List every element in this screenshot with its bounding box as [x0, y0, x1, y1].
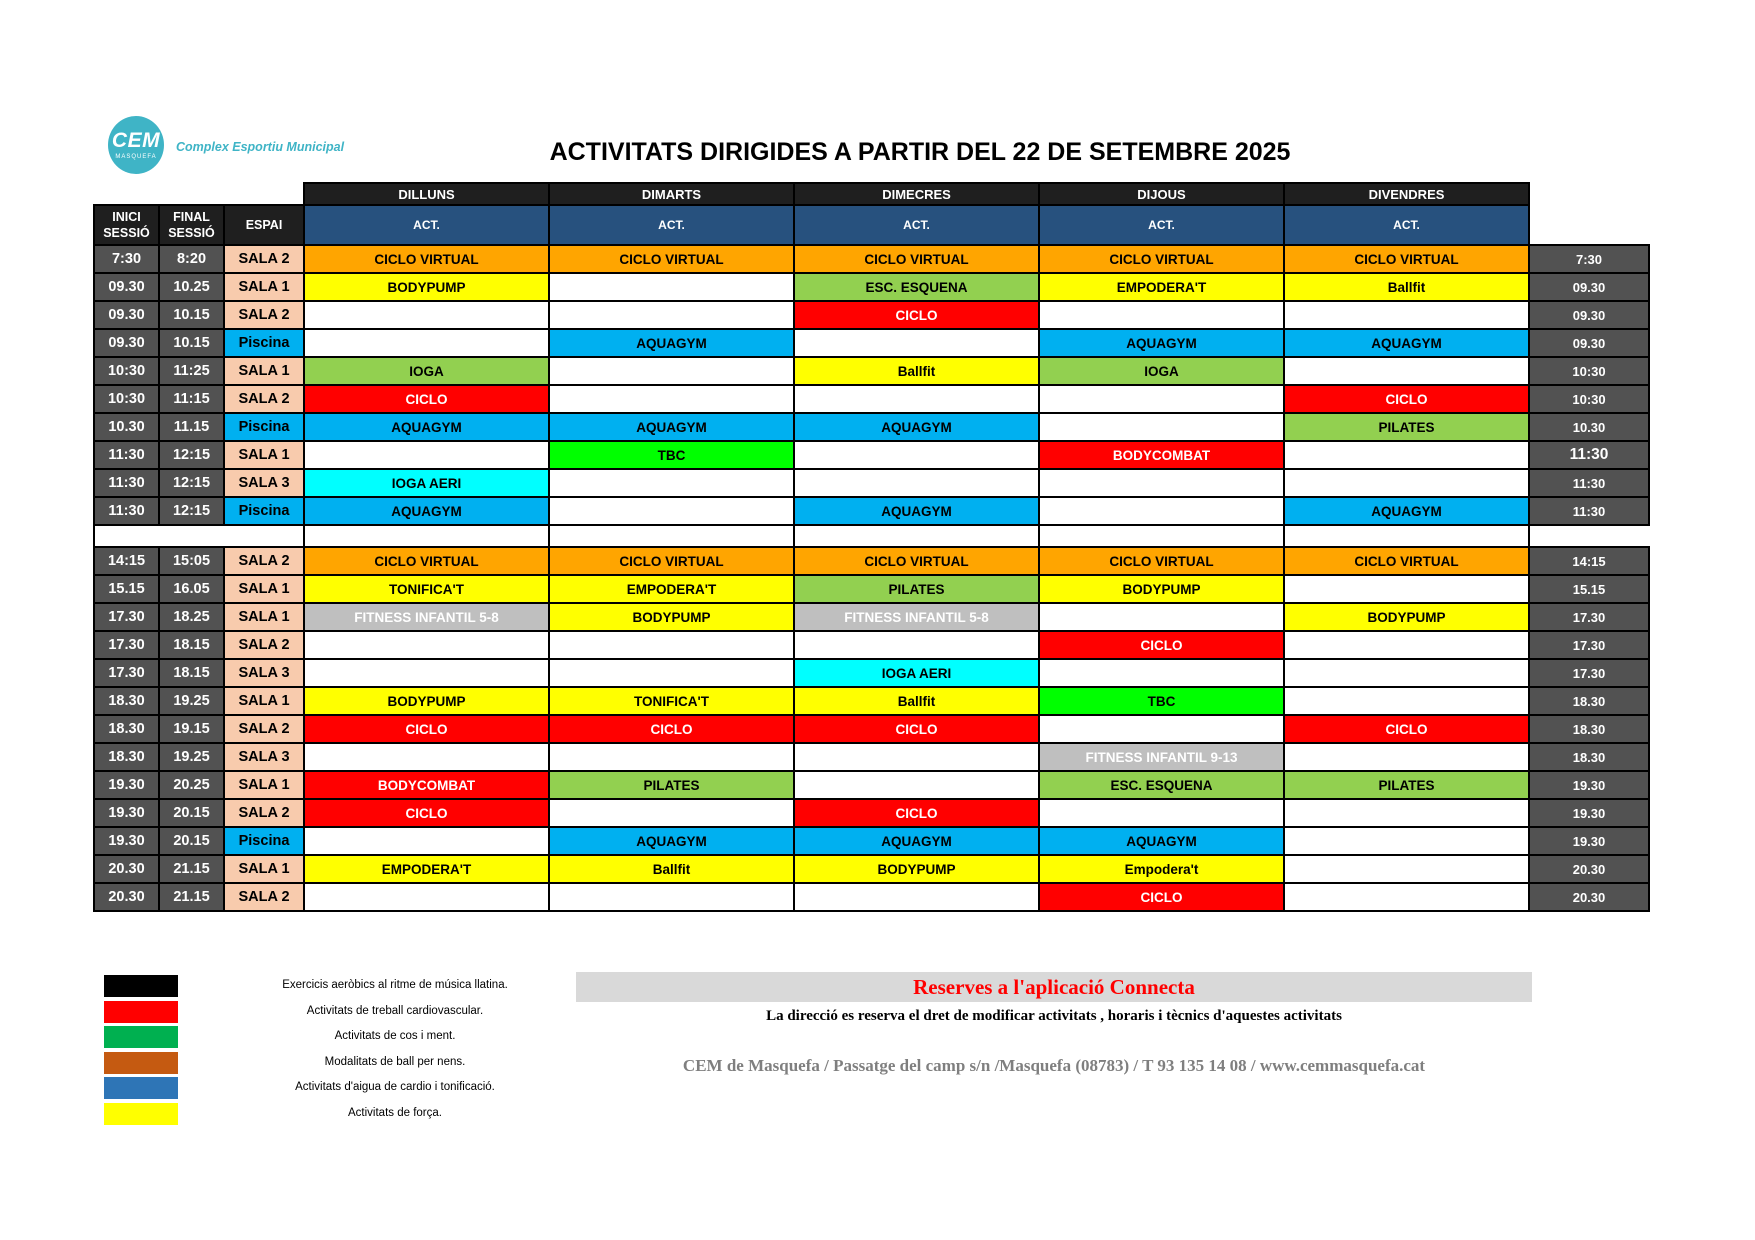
activity-cell	[794, 441, 1039, 469]
space-cell: SALA 1	[224, 771, 304, 799]
schedule-table-body	[94, 183, 1649, 911]
disclaimer-text: La direcció es reserva el dret de modificar activitats , horaris i tècnics d'aquestes activitats	[766, 1008, 1342, 1024]
schedule-row	[94, 469, 1649, 497]
activity-cell: CICLO	[549, 715, 794, 743]
session-end-time: 19.25	[159, 743, 224, 771]
activity-cell: IOGA AERI	[304, 469, 549, 497]
activity-cell: TBC	[1039, 687, 1284, 715]
activity-cell	[1284, 469, 1529, 497]
legend-label: Activitats d'aigua de cardio i tonificació.	[295, 1081, 495, 1093]
session-start-time: 09.30	[94, 329, 159, 357]
activity-cell: CICLO	[1284, 715, 1529, 743]
activity-cell	[304, 631, 549, 659]
activity-cell	[1284, 827, 1529, 855]
activity-cell	[1039, 385, 1284, 413]
activity-cell: CICLO VIRTUAL	[1039, 245, 1284, 273]
act-header-dijous: ACT.	[1039, 205, 1284, 245]
header-spacer-right	[1529, 183, 1649, 205]
activity-cell	[1284, 855, 1529, 883]
activity-cell: CICLO VIRTUAL	[794, 547, 1039, 575]
activity-cell: AQUAGYM	[549, 329, 794, 357]
activity-cell	[304, 743, 549, 771]
session-end-time: 10.25	[159, 273, 224, 301]
activity-cell	[549, 883, 794, 911]
activity-cell: FITNESS INFANTIL 9-13	[1039, 743, 1284, 771]
right-time-cell: 09.30	[1529, 273, 1649, 301]
legend-swatch	[104, 975, 178, 997]
activity-cell: EMPODERA'T	[549, 575, 794, 603]
activity-cell: CICLO	[304, 799, 549, 827]
space-cell: Piscina	[224, 497, 304, 525]
activity-cell: CICLO VIRTUAL	[1284, 547, 1529, 575]
activity-cell: CICLO	[1039, 883, 1284, 911]
right-time-cell: 19.30	[1529, 827, 1649, 855]
header-final-line: FINAL	[173, 209, 210, 224]
session-start-time: 11:30	[94, 469, 159, 497]
activity-cell	[1284, 357, 1529, 385]
session-start-time: 19.30	[94, 799, 159, 827]
header-espai-line: ESPAI	[245, 217, 283, 232]
session-start-time: 09.30	[94, 301, 159, 329]
legend-label: Activitats de força.	[348, 1106, 442, 1119]
activity-cell	[1039, 799, 1284, 827]
activity-cell	[1284, 687, 1529, 715]
schedule-row	[94, 771, 1649, 799]
space-cell: SALA 2	[224, 631, 304, 659]
legend-swatch	[104, 1103, 178, 1125]
activity-cell: CICLO	[794, 715, 1039, 743]
right-time-cell: 14:15	[1529, 547, 1649, 575]
right-time-cell: 7:30	[1529, 245, 1649, 273]
session-start-time: 10.30	[94, 413, 159, 441]
schedule-row	[94, 357, 1649, 385]
page-title: ACTIVITATS DIRIGIDES A PARTIR DEL 22 DE SETEMBRE 2025	[549, 138, 1291, 166]
space-cell: SALA 3	[224, 469, 304, 497]
session-end-time: 16.05	[159, 575, 224, 603]
right-time-cell: 17.30	[1529, 631, 1649, 659]
activity-cell	[1284, 659, 1529, 687]
activity-cell: CICLO	[794, 301, 1039, 329]
activity-cell: Ballfit	[1284, 273, 1529, 301]
space-cell: Piscina	[224, 827, 304, 855]
header-inici-line: SESSIÓ	[103, 226, 150, 240]
activity-cell: Ballfit	[794, 357, 1039, 385]
legend-label: Exercicis aeròbics al ritme de música llatina.	[282, 979, 508, 991]
activity-cell	[1284, 883, 1529, 911]
separator-right-spacer	[1529, 525, 1649, 547]
activity-cell	[304, 301, 549, 329]
schedule-row	[94, 603, 1649, 631]
schedule-table	[93, 182, 1650, 912]
activity-cell	[794, 631, 1039, 659]
activity-cell	[1284, 441, 1529, 469]
separator-left-cell	[94, 525, 304, 547]
session-start-time: 10:30	[94, 357, 159, 385]
space-cell: SALA 3	[224, 743, 304, 771]
separator-cell	[549, 525, 794, 547]
schedule-row	[94, 743, 1649, 771]
activity-cell: ESC. ESQUENA	[1039, 771, 1284, 799]
space-cell: SALA 3	[224, 659, 304, 687]
activity-cell: FITNESS INFANTIL 5-8	[794, 603, 1039, 631]
activity-cell: Ballfit	[794, 687, 1039, 715]
schedule-row	[94, 855, 1649, 883]
space-cell: SALA 1	[224, 603, 304, 631]
activity-cell: AQUAGYM	[1039, 827, 1284, 855]
right-time-cell: 19.30	[1529, 771, 1649, 799]
activity-cell: Empodera't	[1039, 855, 1284, 883]
activity-cell	[1039, 469, 1284, 497]
separator-cell	[1039, 525, 1284, 547]
session-end-time: 18.15	[159, 659, 224, 687]
activity-cell: CICLO VIRTUAL	[549, 547, 794, 575]
space-cell: SALA 2	[224, 799, 304, 827]
act-header-dimecres: ACT.	[794, 205, 1039, 245]
session-end-time: 11.15	[159, 413, 224, 441]
activity-cell	[1039, 603, 1284, 631]
activity-cell	[1284, 743, 1529, 771]
activity-cell: EMPODERA'T	[1039, 273, 1284, 301]
act-header-row	[94, 205, 1649, 245]
right-time-cell: 15.15	[1529, 575, 1649, 603]
space-cell: SALA 2	[224, 883, 304, 911]
legend-label: Activitats de cos i ment.	[334, 1030, 456, 1042]
activity-cell: CICLO	[1284, 385, 1529, 413]
space-cell: SALA 1	[224, 575, 304, 603]
activity-cell: BODYPUMP	[1284, 603, 1529, 631]
session-end-time: 8:20	[159, 245, 224, 273]
activity-cell: ESC. ESQUENA	[794, 273, 1039, 301]
session-start-time: 17.30	[94, 603, 159, 631]
activity-cell	[304, 329, 549, 357]
activity-cell	[549, 273, 794, 301]
header-spacer-left	[94, 183, 304, 205]
activity-cell	[794, 385, 1039, 413]
legend-swatch	[104, 1077, 178, 1099]
activity-cell: AQUAGYM	[794, 497, 1039, 525]
session-end-time: 21.15	[159, 883, 224, 911]
right-time-cell: 19.30	[1529, 799, 1649, 827]
schedule-row	[94, 687, 1649, 715]
right-time-cell: 09.30	[1529, 329, 1649, 357]
activity-cell: AQUAGYM	[549, 413, 794, 441]
separator-row	[94, 525, 1649, 547]
schedule-row	[94, 245, 1649, 273]
activity-cell	[794, 771, 1039, 799]
activity-cell	[304, 659, 549, 687]
schedule-row	[94, 827, 1649, 855]
space-cell: SALA 1	[224, 273, 304, 301]
right-time-cell: 10.30	[1529, 413, 1649, 441]
legend-swatch	[104, 1052, 178, 1074]
activity-cell: AQUAGYM	[304, 413, 549, 441]
activity-cell: AQUAGYM	[1284, 329, 1529, 357]
activity-cell: CICLO	[304, 715, 549, 743]
session-end-time: 18.25	[159, 603, 224, 631]
session-end-time: 11:25	[159, 357, 224, 385]
schedule-row	[94, 715, 1649, 743]
logo-tagline: Complex Esportiu Municipal	[176, 140, 345, 154]
space-cell: SALA 1	[224, 441, 304, 469]
day-header-dilluns: DILLUNS	[304, 183, 549, 205]
right-time-cell: 11:30	[1529, 469, 1649, 497]
activity-cell	[1039, 301, 1284, 329]
session-start-time: 11:30	[94, 497, 159, 525]
activity-cell	[304, 883, 549, 911]
activity-cell	[549, 469, 794, 497]
schedule-row	[94, 799, 1649, 827]
header-inici	[94, 205, 159, 245]
right-time-cell: 20.30	[1529, 883, 1649, 911]
activity-cell	[304, 827, 549, 855]
activity-cell	[549, 631, 794, 659]
right-time-cell: 10:30	[1529, 385, 1649, 413]
session-start-time: 18.30	[94, 715, 159, 743]
schedule-row	[94, 659, 1649, 687]
day-header-dimecres: DIMECRES	[794, 183, 1039, 205]
right-time-cell: 18.30	[1529, 715, 1649, 743]
right-time-cell: 09.30	[1529, 301, 1649, 329]
activity-cell: CICLO	[304, 385, 549, 413]
activity-cell	[1039, 497, 1284, 525]
session-start-time: 17.30	[94, 631, 159, 659]
activity-cell: CICLO VIRTUAL	[1284, 245, 1529, 273]
activity-cell: Ballfit	[549, 855, 794, 883]
legend-swatch	[104, 1026, 178, 1048]
activity-cell: CICLO VIRTUAL	[304, 547, 549, 575]
activity-cell: BODYCOMBAT	[1039, 441, 1284, 469]
session-end-time: 12:15	[159, 497, 224, 525]
activity-cell: IOGA AERI	[794, 659, 1039, 687]
header-final	[159, 205, 224, 245]
activity-cell: AQUAGYM	[1039, 329, 1284, 357]
right-time-cell: 18.30	[1529, 687, 1649, 715]
session-end-time: 19.15	[159, 715, 224, 743]
session-start-time: 20.30	[94, 883, 159, 911]
activity-cell: AQUAGYM	[549, 827, 794, 855]
session-end-time: 10.15	[159, 301, 224, 329]
activity-cell	[794, 883, 1039, 911]
space-cell: SALA 2	[224, 547, 304, 575]
activity-cell	[549, 743, 794, 771]
activity-cell: CICLO	[794, 799, 1039, 827]
right-time-cell: 17.30	[1529, 603, 1649, 631]
session-start-time: 18.30	[94, 687, 159, 715]
session-start-time: 09.30	[94, 273, 159, 301]
day-header-divendres: DIVENDRES	[1284, 183, 1529, 205]
space-cell: Piscina	[224, 329, 304, 357]
schedule-row	[94, 441, 1649, 469]
legend-label: Modalitats de ball per nens.	[324, 1055, 466, 1068]
activity-cell: AQUAGYM	[304, 497, 549, 525]
space-cell: SALA 1	[224, 357, 304, 385]
session-start-time: 14:15	[94, 547, 159, 575]
session-end-time: 19.25	[159, 687, 224, 715]
activity-cell: IOGA	[304, 357, 549, 385]
activity-cell: BODYPUMP	[304, 687, 549, 715]
day-header-dimarts: DIMARTS	[549, 183, 794, 205]
activity-cell	[549, 357, 794, 385]
separator-cell	[304, 525, 549, 547]
activity-cell: PILATES	[1284, 771, 1529, 799]
activity-cell	[549, 497, 794, 525]
right-time-cell: 20.30	[1529, 855, 1649, 883]
schedule-row	[94, 575, 1649, 603]
session-start-time: 17.30	[94, 659, 159, 687]
address-text: CEM de Masquefa / Passatge del camp s/n /Masquefa (08783) / T 93 135 14 08 / www.cemmasquefa.cat	[682, 1056, 1426, 1075]
activity-cell: TONIFICA'T	[549, 687, 794, 715]
right-time-cell: 17.30	[1529, 659, 1649, 687]
activity-cell: CICLO VIRTUAL	[794, 245, 1039, 273]
session-end-time: 15:05	[159, 547, 224, 575]
session-end-time: 12:15	[159, 469, 224, 497]
logo-sub: MASQUEFA	[115, 154, 157, 160]
space-cell: SALA 2	[224, 715, 304, 743]
session-start-time: 7:30	[94, 245, 159, 273]
day-header-dijous: DIJOUS	[1039, 183, 1284, 205]
activity-cell	[794, 743, 1039, 771]
day-header-row	[94, 183, 1649, 205]
session-end-time: 10.15	[159, 329, 224, 357]
session-start-time: 18.30	[94, 743, 159, 771]
session-end-time: 21.15	[159, 855, 224, 883]
schedule-row	[94, 385, 1649, 413]
activity-cell: TONIFICA'T	[304, 575, 549, 603]
separator-cell	[794, 525, 1039, 547]
activity-cell	[1039, 715, 1284, 743]
activity-cell	[794, 329, 1039, 357]
space-cell: SALA 1	[224, 687, 304, 715]
act-header-dimarts: ACT.	[549, 205, 794, 245]
activity-cell: FITNESS INFANTIL 5-8	[304, 603, 549, 631]
session-end-time: 11:15	[159, 385, 224, 413]
header-inici-line: INICI	[112, 209, 141, 224]
right-time-cell: 10:30	[1529, 357, 1649, 385]
session-end-time: 12:15	[159, 441, 224, 469]
activity-cell	[794, 469, 1039, 497]
space-cell: Piscina	[224, 413, 304, 441]
activity-cell: BODYPUMP	[304, 273, 549, 301]
header-spacer-right	[1529, 205, 1649, 245]
activity-cell: BODYPUMP	[549, 603, 794, 631]
activity-cell: CICLO VIRTUAL	[549, 245, 794, 273]
session-end-time: 20.25	[159, 771, 224, 799]
space-cell: SALA 2	[224, 301, 304, 329]
activity-cell	[1284, 631, 1529, 659]
activity-cell: BODYCOMBAT	[304, 771, 549, 799]
activity-cell	[549, 301, 794, 329]
activity-cell: PILATES	[549, 771, 794, 799]
schedule-row	[94, 273, 1649, 301]
activity-cell: TBC	[549, 441, 794, 469]
header-final-line: SESSIÓ	[168, 226, 215, 240]
session-start-time: 19.30	[94, 827, 159, 855]
right-time-cell: 18.30	[1529, 743, 1649, 771]
space-cell: SALA 2	[224, 245, 304, 273]
schedule-row	[94, 497, 1649, 525]
schedule-row	[94, 301, 1649, 329]
activity-cell: IOGA	[1039, 357, 1284, 385]
activity-cell: EMPODERA'T	[304, 855, 549, 883]
activity-cell	[1284, 799, 1529, 827]
space-cell: SALA 2	[224, 385, 304, 413]
schedule-row	[94, 329, 1649, 357]
activity-cell: AQUAGYM	[794, 413, 1039, 441]
right-time-cell: 11:30	[1529, 497, 1649, 525]
activity-cell: AQUAGYM	[794, 827, 1039, 855]
space-cell: SALA 1	[224, 855, 304, 883]
activity-cell	[549, 385, 794, 413]
activity-cell	[549, 659, 794, 687]
act-header-divendres: ACT.	[1284, 205, 1529, 245]
reserves-banner: Reserves a l'aplicació Connecta	[576, 972, 1532, 1002]
activity-cell	[1039, 413, 1284, 441]
activity-cell: BODYPUMP	[794, 855, 1039, 883]
session-end-time: 20.15	[159, 799, 224, 827]
schedule-row	[94, 413, 1649, 441]
schedule-row	[94, 631, 1649, 659]
activity-cell	[1039, 659, 1284, 687]
activity-cell	[549, 799, 794, 827]
legend-label: Activitats de treball cardiovascular.	[306, 1004, 484, 1017]
schedule-row	[94, 883, 1649, 911]
separator-cell	[1284, 525, 1529, 547]
activity-cell: PILATES	[794, 575, 1039, 603]
session-start-time: 19.30	[94, 771, 159, 799]
activity-cell: CICLO	[1039, 631, 1284, 659]
right-time-cell: 11:30	[1529, 441, 1649, 469]
activity-cell: CICLO VIRTUAL	[304, 245, 549, 273]
session-start-time: 20.30	[94, 855, 159, 883]
session-end-time: 20.15	[159, 827, 224, 855]
activity-cell: BODYPUMP	[1039, 575, 1284, 603]
act-header-dilluns: ACT.	[304, 205, 549, 245]
session-end-time: 18.15	[159, 631, 224, 659]
header-espai	[224, 205, 304, 245]
session-start-time: 11:30	[94, 441, 159, 469]
activity-cell	[1284, 575, 1529, 603]
session-start-time: 10:30	[94, 385, 159, 413]
activity-cell	[304, 441, 549, 469]
activity-cell: CICLO VIRTUAL	[1039, 547, 1284, 575]
activity-cell	[1284, 301, 1529, 329]
schedule-row	[94, 547, 1649, 575]
activity-cell: AQUAGYM	[1284, 497, 1529, 525]
session-start-time: 15.15	[94, 575, 159, 603]
activity-cell: PILATES	[1284, 413, 1529, 441]
logo-abbr: CEM	[111, 129, 161, 152]
legend-swatch	[104, 1001, 178, 1023]
